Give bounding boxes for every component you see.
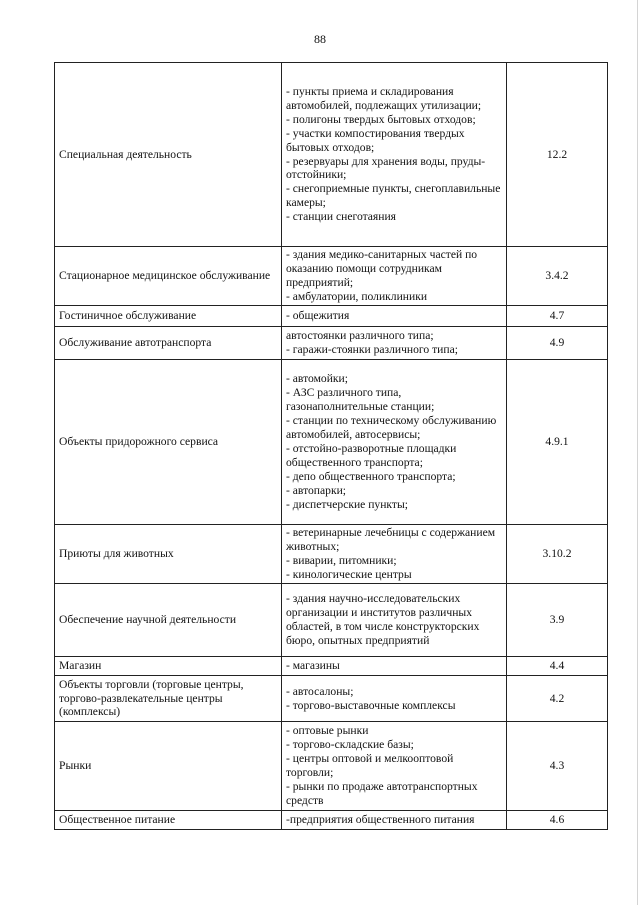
permitted-objects-cell xyxy=(282,811,507,830)
use-code-cell: 4.9 xyxy=(507,327,608,360)
object-item: - гаражи-стоянки различного типа; xyxy=(286,343,458,356)
table-row xyxy=(55,525,608,584)
use-code-cell: 3.10.2 xyxy=(507,525,608,584)
use-code-cell: 4.2 xyxy=(507,676,608,722)
table-row xyxy=(55,306,608,327)
use-type-cell: Объекты торговли (торговые центры, торгово-развлекательные центры (комплексы) xyxy=(55,676,282,722)
table-row xyxy=(55,584,608,657)
use-type-cell: Приюты для животных xyxy=(55,525,282,584)
use-type-cell: Обеспечение научной деятельности xyxy=(55,584,282,657)
permitted-objects-cell xyxy=(282,247,507,306)
object-item: - здания медико-санитарных частей по оказанию помощи сотрудникам предприятий; xyxy=(286,248,478,289)
object-item: - снегоприемные пункты, снегоплавильные камеры; xyxy=(286,182,501,210)
use-code-cell: 12.2 xyxy=(507,63,608,247)
permitted-objects-cell xyxy=(282,306,507,327)
object-item: - автомойки; xyxy=(286,372,348,386)
object-item: - торгово-складские базы; xyxy=(286,738,414,752)
object-item: - общежития xyxy=(286,309,350,323)
permitted-objects-cell xyxy=(282,584,507,657)
object-item: - здания научно-исследовательских организации и институтов различных областей, в том числе конструкторских бюро, опытных предприятий xyxy=(286,592,480,647)
object-item: - станции снеготаяния xyxy=(286,210,397,224)
table-row xyxy=(55,722,608,811)
object-item: автостоянки различного типа; xyxy=(286,329,434,343)
permitted-objects-cell xyxy=(282,676,507,722)
table-row xyxy=(55,360,608,525)
scan-edge-line xyxy=(637,0,638,905)
object-item: - диспетчерские пункты; xyxy=(286,497,408,511)
object-item: - участки компостирования твердых бытовых отходов; xyxy=(286,126,465,154)
page-number: 88 xyxy=(314,32,326,46)
use-code-cell: 4.6 xyxy=(507,811,608,830)
object-item: - виварии, питомники; xyxy=(286,554,397,567)
table-row xyxy=(55,811,608,830)
permitted-objects-cell xyxy=(282,360,507,525)
table-row xyxy=(55,676,608,722)
use-type-cell: Общественное питание xyxy=(55,811,282,830)
object-item: - кинологические центры xyxy=(286,567,412,581)
land-use-table xyxy=(54,62,608,830)
use-type-cell: Обслуживание автотранспорта xyxy=(55,327,282,360)
table-row xyxy=(55,63,608,247)
permitted-objects-cell xyxy=(282,327,507,360)
use-type-cell: Специальная деятельность xyxy=(55,63,282,247)
object-item: - магазины xyxy=(286,659,340,673)
use-code-cell: 4.4 xyxy=(507,657,608,676)
use-type-cell: Стационарное медицинское обслуживание xyxy=(55,247,282,306)
table-row xyxy=(55,657,608,676)
object-item: - рынки по продаже автотранспортных средств xyxy=(286,779,478,807)
permitted-objects-cell xyxy=(282,722,507,811)
object-item: - полигоны твердых бытовых отходов; xyxy=(286,112,476,126)
object-item: - депо общественного транспорта; xyxy=(286,469,456,483)
use-type-cell: Рынки xyxy=(55,722,282,811)
object-item: - амбулатории, поликлиники xyxy=(286,289,428,303)
table-row xyxy=(55,247,608,306)
permitted-objects-cell xyxy=(282,63,507,247)
object-item: - станции по техническому обслуживанию автомобилей, автосервисы; xyxy=(286,414,497,442)
object-item: - оптовые рынки xyxy=(286,724,369,738)
object-item: - ветеринарные лечебницы с содержанием животных; xyxy=(286,526,496,554)
object-item: - пункты приема и складирования автомобилей, подлежащих утилизации; xyxy=(286,84,482,112)
use-code-cell: 3.9 xyxy=(507,584,608,657)
object-item: - торгово-выставочные комплексы xyxy=(286,698,456,712)
use-code-cell: 3.4.2 xyxy=(507,247,608,306)
use-code-cell: 4.7 xyxy=(507,306,608,327)
object-item: - АЗС различного типа, газонаполнительные станции; xyxy=(286,386,435,414)
use-code-cell: 4.3 xyxy=(507,722,608,811)
object-item: - автосалоны; xyxy=(286,684,354,698)
object-item: - резервуары для хранения воды, пруды-отстойники; xyxy=(286,154,486,182)
object-item: - автопарки; xyxy=(286,483,347,497)
use-type-cell: Объекты придорожного сервиса xyxy=(55,360,282,525)
object-item: - центры оптовой и мелкооптовой торговли; xyxy=(286,752,454,779)
use-code-cell: 4.9.1 xyxy=(507,360,608,525)
object-item: - отстойно-разворотные площадки общественного транспорта; xyxy=(286,442,457,469)
use-type-cell: Гостиничное обслуживание xyxy=(55,306,282,327)
object-item: -предприятия общественного питания xyxy=(286,813,475,827)
table-row xyxy=(55,327,608,360)
use-type-cell: Магазин xyxy=(55,657,282,676)
permitted-objects-cell xyxy=(282,525,507,584)
permitted-objects-cell xyxy=(282,657,507,676)
